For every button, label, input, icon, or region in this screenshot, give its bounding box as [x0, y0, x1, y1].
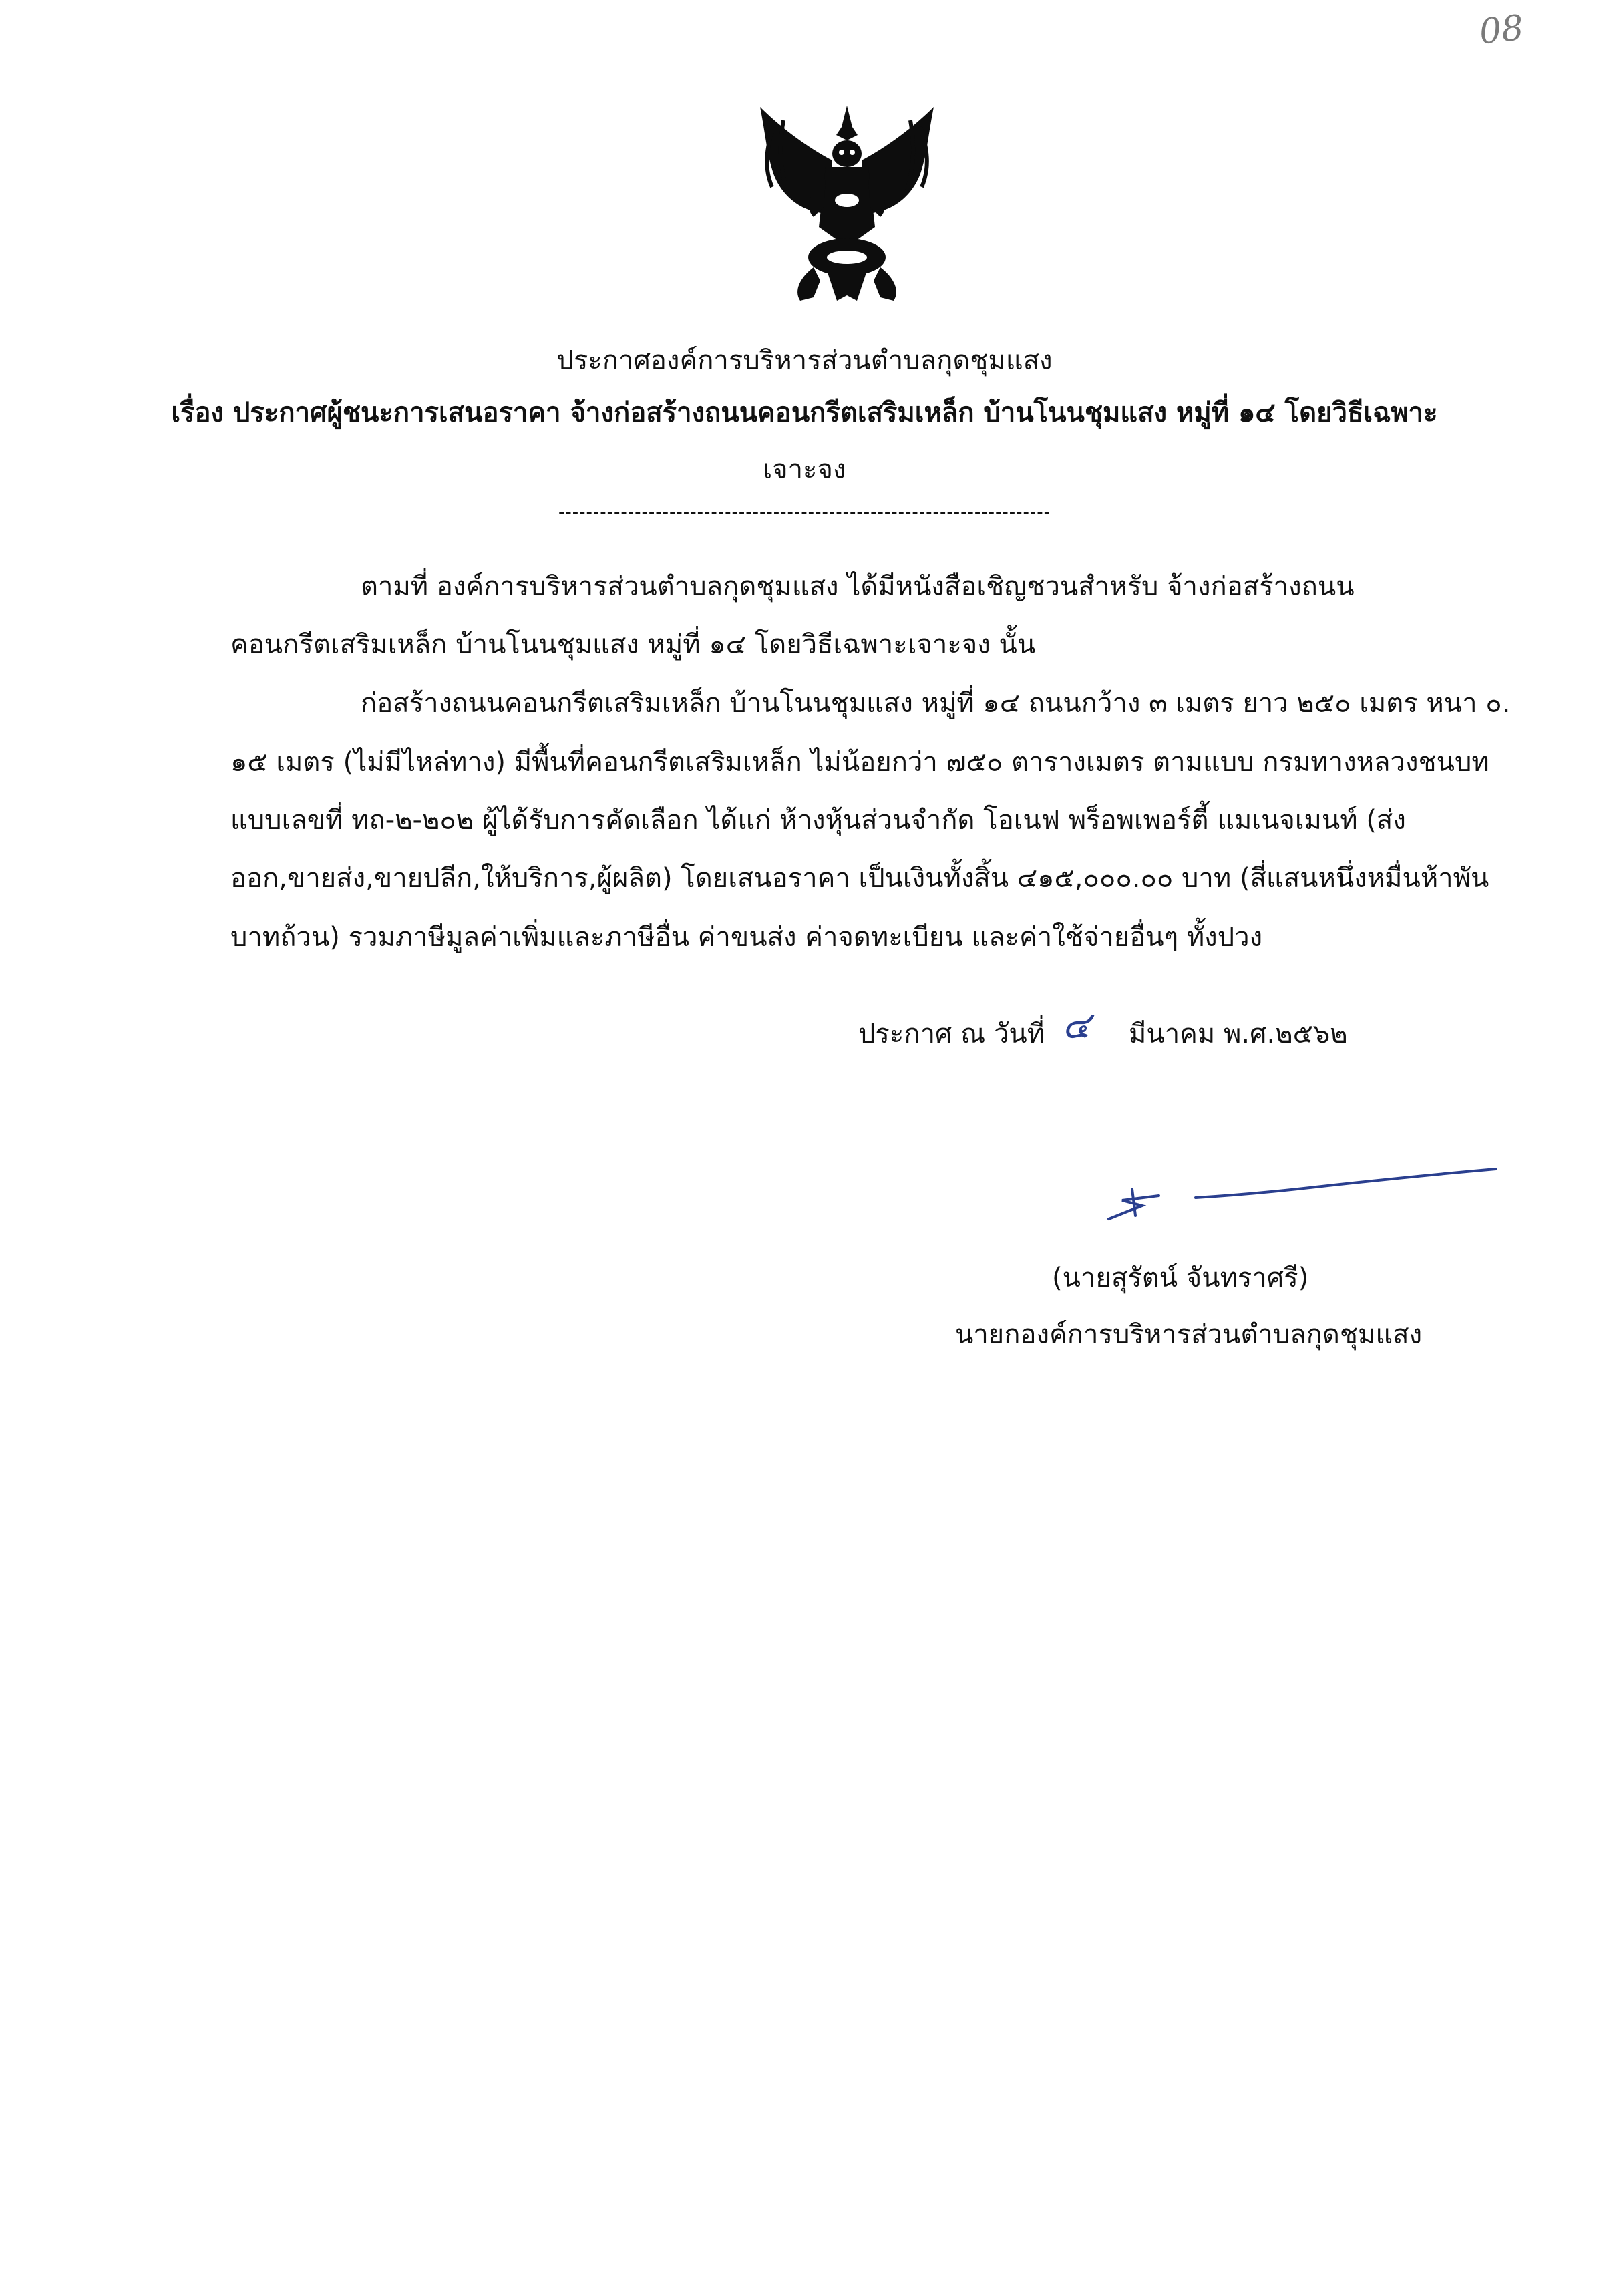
divider: -----------------------------------------------------------------------: [558, 502, 1051, 522]
garuda-emblem-icon: [747, 100, 947, 307]
paragraph-2-line-1: ก่อสร้างถนนคอนกรีตเสริมเหล็ก บ้านโนนชุมแสง หมู่ที่ ๑๔ ถนนกว้าง ๓ เมตร ยาว ๒๕๐ เมตร หนา ๐.: [361, 688, 1511, 719]
subject-line-2: เจาะจง: [763, 454, 846, 485]
paragraph-2-line-2: ๑๕ เมตร (ไม่มีไหล่ทาง) มีพื้นที่คอนกรีตเสริมเหล็ก ไม่น้อยกว่า ๗๕๐ ตารางเมตร ตามแบบ กรมทางหลวงชนบท: [230, 747, 1489, 778]
announce-month-year: มีนาคม พ.ศ.๒๕๖๒: [1129, 1019, 1348, 1049]
paragraph-2-line-4: ออก,ขายส่ง,ขายปลีก,ให้บริการ,ผู้ผลิต) โดยเสนอราคา เป็นเงินทั้งสิ้น ๔๑๕,๐๐๐.๐๐ บาท (สี่แสนหนึ่งหมื่นห้าพัน: [230, 863, 1489, 894]
announce-day-handwritten: ๔: [1062, 1004, 1091, 1047]
paragraph-2-line-5: บาทถ้วน) รวมภาษีมูลค่าเพิ่มและภาษีอื่น ค่าขนส่ง ค่าจดทะเบียน และค่าใช้จ่ายอื่นๆ ทั้งปวง: [230, 922, 1263, 953]
paragraph-2-line-3: แบบเลขที่ ทถ-๒-๒๐๒ ผู้ได้รับการคัดเลือก ได้แก่ ห้างหุ้นส่วนจำกัด โอเนฟ พร็อพเพอร์ตี้ แมเนจเมนท์ (ส่ง: [230, 805, 1406, 836]
announce-date-prefix: ประกาศ ณ วันที่: [858, 1019, 1045, 1049]
paragraph-1-line-2: คอนกรีตเสริมเหล็ก บ้านโนนชุมแสง หมู่ที่ ๑๔ โดยวิธีเฉพาะเจาะจง นั้น: [230, 629, 1036, 660]
page-number: 08: [1477, 7, 1526, 53]
subject-line-1: เรื่อง ประกาศผู้ชนะการเสนอราคา จ้างก่อสร้างถนนคอนกรีตเสริมเหล็ก บ้านโนนชุมแสง หมู่ที่ ๑๔ โดยวิธีเฉพาะ: [171, 397, 1438, 428]
signatory-position: นายกองค์การบริหารส่วนตำบลกุดชุมแสง: [955, 1319, 1423, 1350]
paragraph-1-line-1: ตามที่ องค์การบริหารส่วนตำบลกุดชุมแสง ได้มีหนังสือเชิญชวนสำหรับ จ้างก่อสร้างถนน: [361, 571, 1355, 602]
signature-icon: [1095, 1159, 1503, 1233]
announcement-title: ประกาศองค์การบริหารส่วนตำบลกุดชุมแสง: [556, 345, 1053, 376]
signatory-name: (นายสุรัตน์ จันทราศรี): [1052, 1263, 1309, 1293]
